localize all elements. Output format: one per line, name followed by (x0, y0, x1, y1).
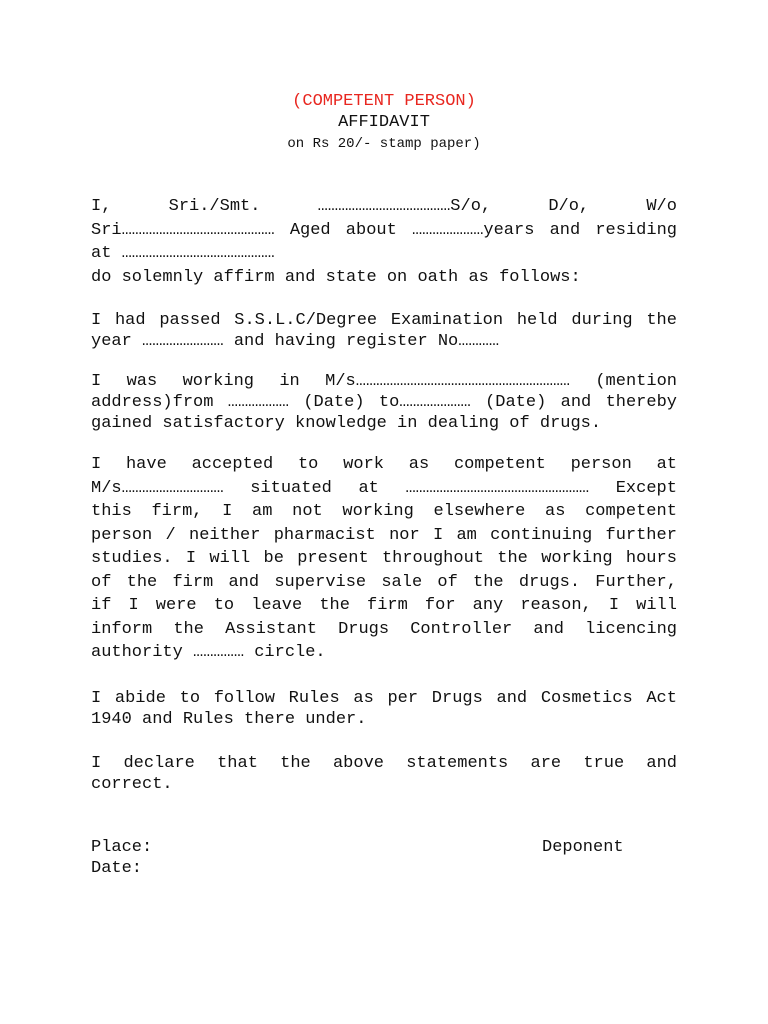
justified-line (91, 310, 677, 331)
word: to (213, 596, 235, 615)
header-title: AFFIDAVIT (338, 113, 430, 132)
word: as (545, 502, 566, 521)
word: to………………… (378, 393, 471, 412)
word: neither (189, 525, 261, 545)
word: the (497, 549, 528, 568)
word: further (605, 525, 677, 545)
word: I (185, 549, 197, 568)
word: I (222, 502, 233, 521)
word: Rules (288, 689, 340, 708)
word: the (126, 572, 158, 592)
word: continuing (490, 525, 593, 545)
justified-line (91, 453, 677, 477)
word: (Date) (485, 393, 547, 412)
justified-line (91, 618, 677, 642)
justified-line (91, 571, 677, 595)
word: Examination (390, 311, 504, 330)
date-label: Date: (91, 859, 143, 878)
word: Sri……………………………………… (91, 220, 275, 240)
word: residing (595, 220, 677, 240)
word: that (217, 754, 258, 773)
word: be (263, 549, 284, 568)
word: are (530, 754, 562, 773)
word: Drugs (431, 689, 483, 708)
word: hours (625, 549, 677, 568)
word: firm, (151, 502, 203, 521)
word: nor (389, 525, 420, 545)
word: Aged (289, 220, 331, 240)
word: abide (114, 689, 166, 708)
word: true (583, 754, 625, 773)
word: I, (91, 197, 112, 216)
word: follow (213, 689, 275, 708)
word: of (91, 572, 112, 592)
word: working (342, 502, 414, 521)
word: address)from (91, 393, 214, 412)
word: studies. (91, 549, 173, 568)
word: during (571, 311, 633, 330)
word: Except (615, 478, 677, 498)
word: the (646, 311, 677, 330)
word: W/o (646, 197, 677, 216)
word: per (387, 689, 419, 708)
word: Act (646, 689, 677, 708)
word: Sri./Smt. (168, 197, 261, 216)
word: thereby (605, 393, 677, 412)
word: ……………… (227, 393, 289, 412)
paragraph-education (91, 310, 677, 352)
word: and (560, 393, 592, 412)
justified-line (91, 195, 677, 219)
word: drugs. (518, 572, 581, 592)
word: ……………………………………………… (405, 478, 590, 498)
word: any (472, 596, 504, 615)
place-label: Place: (91, 838, 153, 857)
word: working (541, 549, 613, 568)
word: Controller (410, 619, 513, 639)
word: I (91, 372, 102, 391)
word: I (91, 689, 102, 708)
word: the (473, 572, 504, 592)
word: M/s………………………… (91, 478, 224, 498)
word: will (636, 596, 677, 615)
word: situated (250, 478, 332, 498)
word: was (126, 372, 158, 391)
word: held (516, 311, 558, 330)
text-line: correct. (91, 775, 173, 794)
justified-line (91, 524, 677, 548)
paragraph-rules (91, 688, 677, 730)
justified-line (91, 594, 677, 618)
word: Drugs (338, 619, 390, 639)
word: M/s……………………………………………………… (325, 372, 570, 391)
word: the (319, 596, 350, 615)
word: person (570, 455, 632, 474)
justified-line (91, 547, 677, 571)
word: I (128, 596, 139, 615)
word: at (358, 478, 379, 498)
word: work (343, 455, 384, 474)
word: am (456, 525, 477, 545)
word: of (437, 572, 458, 592)
word: …………………years (411, 220, 535, 240)
word: passed (159, 311, 221, 330)
word: I (91, 311, 102, 330)
text-line: gained satisfactory knowledge in dealing of drugs. (91, 414, 602, 433)
text-line: authority …………… circle. (91, 643, 326, 662)
word: elsewhere (433, 502, 526, 521)
paragraph-undertaking (91, 453, 677, 665)
word: and (533, 619, 565, 639)
justified-line (91, 219, 677, 243)
word: throughout (381, 549, 484, 568)
word: sale (381, 572, 423, 592)
word: I (91, 754, 102, 773)
word: and (549, 220, 581, 240)
word: accepted (191, 455, 274, 474)
justified-line (91, 753, 677, 774)
word: D/o, (548, 197, 590, 216)
word: as (353, 689, 374, 708)
word: statements (406, 754, 509, 773)
word: above (332, 754, 384, 773)
word: the (280, 754, 311, 773)
word: about (345, 220, 397, 240)
word: person (91, 525, 153, 545)
word: supervise (274, 572, 367, 592)
word: I (91, 455, 102, 474)
word: Further, (595, 572, 677, 592)
word: the (173, 619, 204, 639)
word: and (228, 572, 260, 592)
paragraph-identity (91, 195, 677, 289)
word: am (252, 502, 273, 521)
text-line: 1940 and Rules there under. (91, 710, 367, 729)
paragraph-experience (91, 371, 677, 434)
word: working (182, 372, 254, 391)
word: in (279, 372, 300, 391)
word: competent (585, 502, 677, 521)
word: pharmacist (273, 525, 376, 545)
deponent-label: Deponent (542, 838, 624, 857)
word: I (432, 525, 444, 545)
word: (Date) (303, 393, 365, 412)
word: not (292, 502, 323, 521)
justified-line (91, 477, 677, 501)
word: at (656, 455, 677, 474)
word: to (179, 689, 201, 708)
word: have (125, 455, 167, 474)
word: and (496, 689, 528, 708)
text-line: at ……………………………………… (91, 244, 275, 263)
paragraph-declaration (91, 753, 677, 795)
header-subtitle: on Rs 20/- stamp paper) (287, 136, 481, 152)
justified-line (91, 500, 677, 524)
word: for (424, 596, 456, 615)
word: S.S.L.C/Degree (234, 311, 378, 330)
word: reason, (520, 596, 592, 615)
word: inform (91, 619, 153, 639)
justified-line (91, 392, 677, 413)
word: to (297, 455, 319, 474)
word: had (114, 311, 146, 330)
word: competent (453, 455, 546, 474)
word: …………………………………S/o, (317, 197, 492, 216)
word: present (297, 549, 369, 568)
justified-line (91, 688, 677, 709)
word: licencing (585, 619, 677, 639)
word: were (155, 596, 197, 615)
header-red-title: (COMPETENT PERSON) (292, 92, 476, 111)
word: (mention (595, 372, 677, 391)
justified-line (91, 371, 677, 392)
text-line: do solemnly affirm and state on oath as follows: (91, 267, 581, 287)
word: firm (172, 572, 214, 592)
word: Cosmetics (540, 689, 633, 708)
word: Assistant (225, 619, 317, 639)
word: if (91, 596, 112, 615)
word: leave (251, 596, 303, 615)
word: and (646, 754, 677, 773)
word: firm (367, 596, 408, 615)
word: / (165, 525, 176, 545)
word: this (91, 502, 132, 521)
word: I (608, 596, 620, 615)
word: will (209, 549, 251, 568)
word: as (408, 455, 430, 474)
word: declare (123, 754, 195, 773)
text-line: year …………………… and having register No………… (91, 332, 500, 351)
